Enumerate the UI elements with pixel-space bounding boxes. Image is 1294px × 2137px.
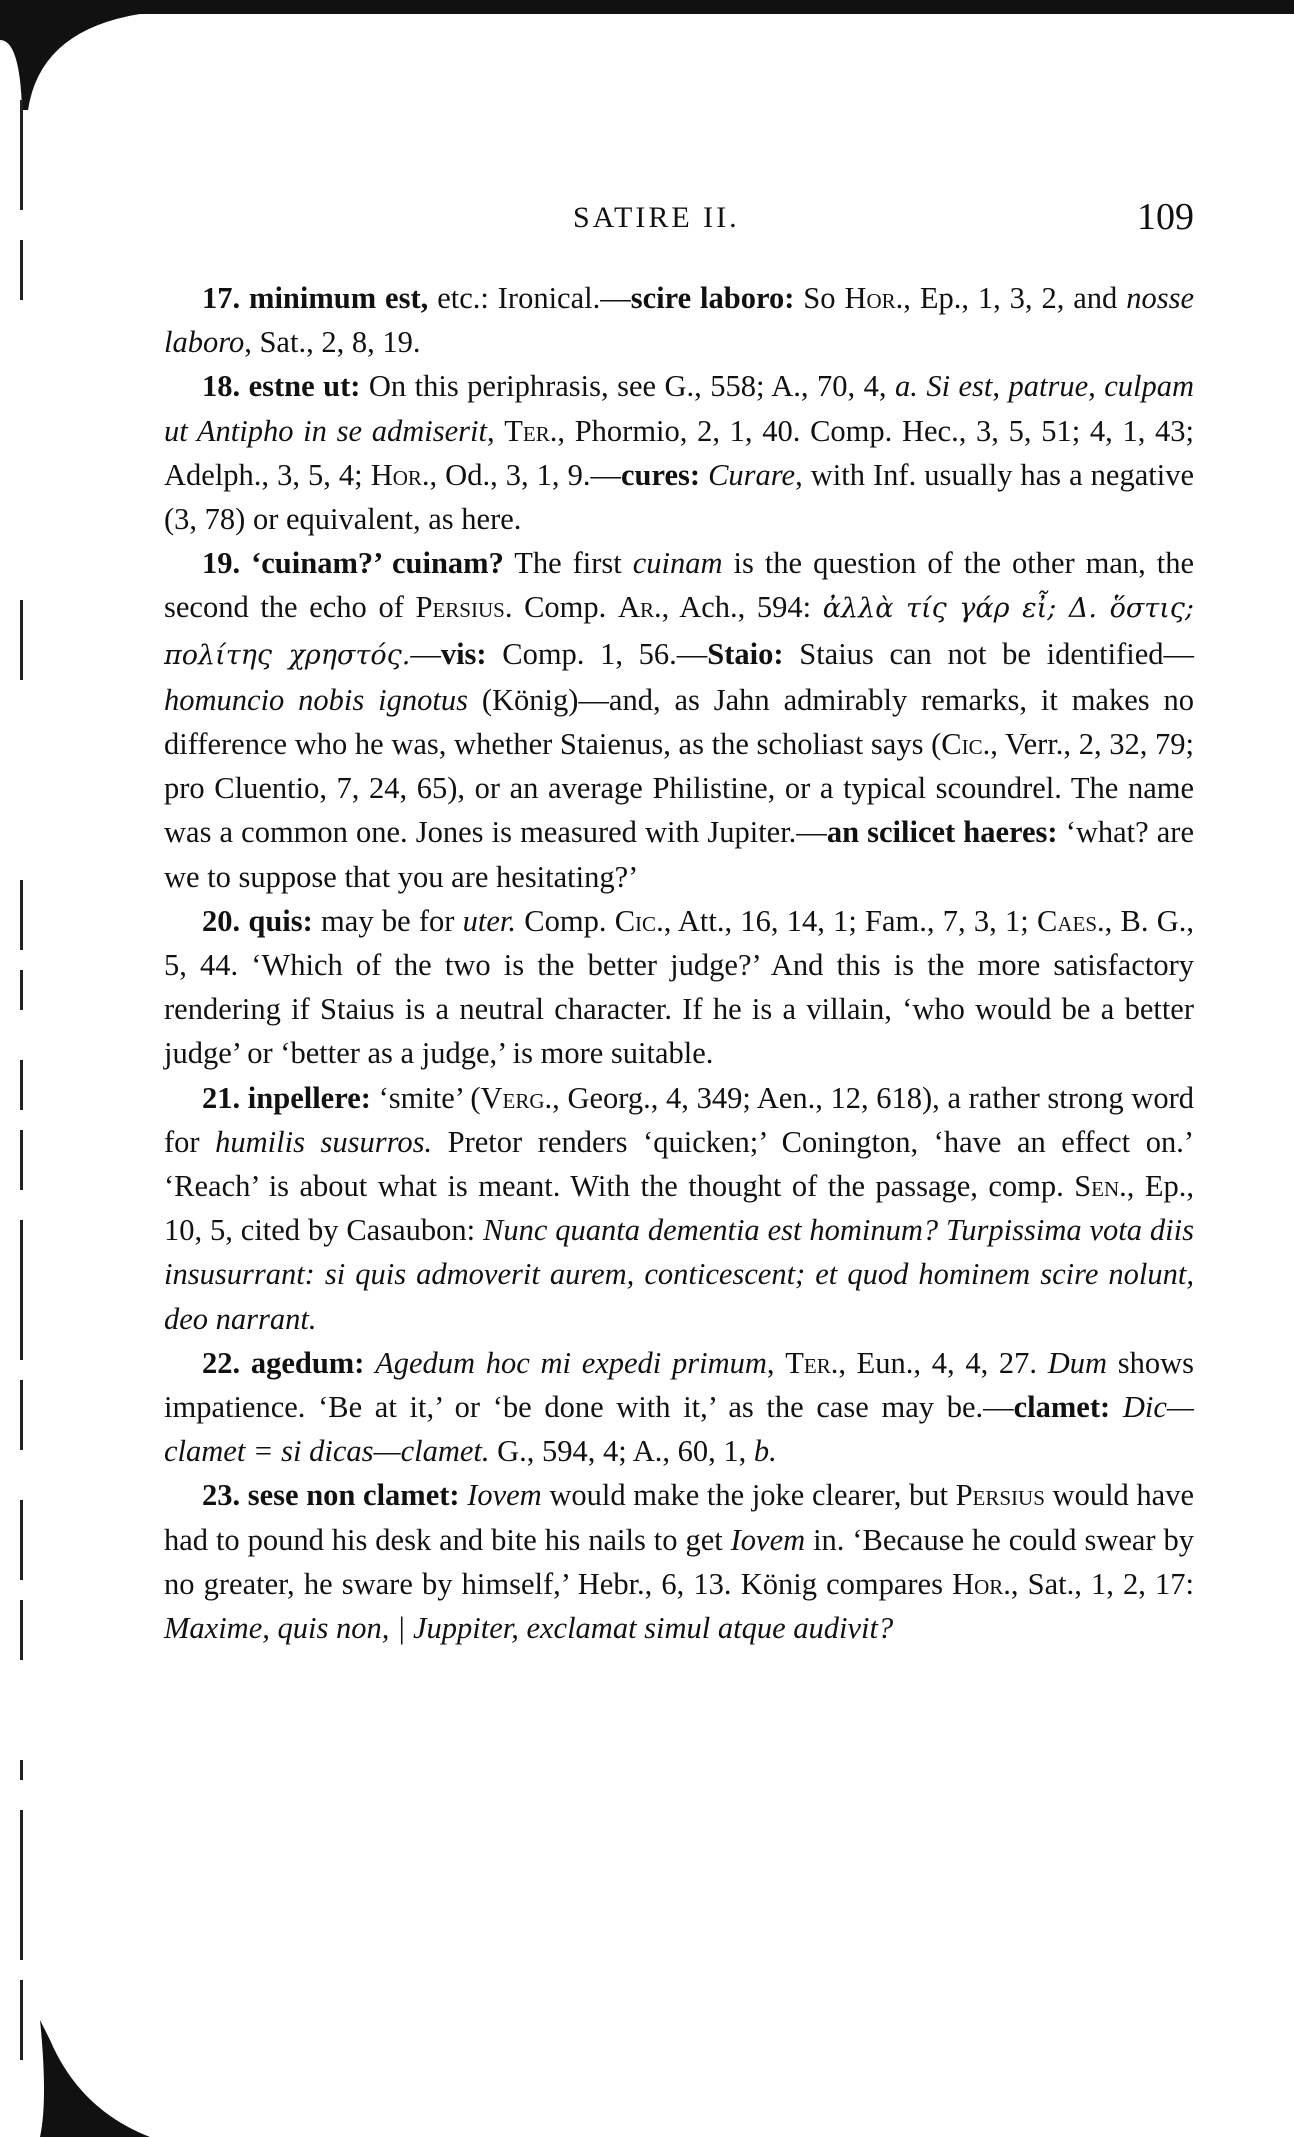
- lemma: Staio:: [707, 636, 784, 671]
- latin-quote: Nunc quanta dementia est hominum? Turpissima vota diis insusurrant: si quis admoverit aurem, conticescent; et quod hominem scire nolunt, deo narrant.: [164, 1213, 1194, 1336]
- lemma: cures:: [620, 457, 701, 492]
- author-abbrev: Hor: [952, 1566, 1004, 1601]
- author-abbrev: Cic: [614, 903, 657, 938]
- lemma: minimum est,: [249, 281, 429, 315]
- note-number: 18.: [202, 369, 241, 404]
- commentary-notes: [164, 276, 1194, 1650]
- lemma: sese non clamet:: [247, 1478, 460, 1513]
- latin-quote: humilis susurros.: [215, 1124, 433, 1159]
- note-number: 23.: [202, 1478, 241, 1513]
- note-19: 19. ‘cuinam?’ cuinam? The first cuinam is the question of the other man, the second the echo of Persius. Comp. Ar., Ach., 594: ἀλλὰ τίς γάρ εἶ; Δ. ὅστις; πολίτης χρηστός.—vis: Comp. 1, 56.—Staio: Staius can not be identified—homuncio nobis ignotus (König)—and, as Jahn admirably remarks, it makes no difference who he was, whether Staienus, as the scholiast says (Cic., Verr., 2, 32, 79; pro Cluentio, 7, 24, 65), or an average Philistine, or a typical scoundrel. The name was a common one. Jones is measured with Jupiter.—an scilicet haeres: ‘what? are we to suppose that you are hesitating?’: [164, 546, 1195, 894]
- note-20: 20. quis: may be for uter. Comp. Cic., Att., 16, 14, 1; Fam., 7, 3, 1; Caes., B. G., 5, 44. ‘Which of the two is the better judge?’ And this is the more satisfactory rendering if Staius is a neutral character. If he is a villain, ‘who would be a better judge’ or ‘better as a judge,’ is more suitable.: [164, 903, 1194, 1071]
- note-21: 21. inpellere: ‘smite’ (Verg., Georg., 4, 349; Aen., 12, 618), a rather strong word for humilis susurros. Pretor renders ‘quicken;’ Conington, ‘have an effect on.’ ‘Reach’ is about what is meant. With the thought of the passage, comp. Sen., Ep., 10, 5, cited by Casaubon: Nunc quanta dementia est hominum? Turpissima vota diis insusurrant: si quis admoverit aurem, conticescent; et quod hominem scire nolunt, deo narrant.: [164, 1080, 1195, 1336]
- note-22: 22. agedum: Agedum hoc mi expedi primum, Ter., Eun., 4, 4, 27. Dum shows impatience. ‘Be at it,’ or ‘be done with it,’ as the case may be.—clamet: Dic—clamet = si dicas—clamet. G., 594, 4; A., 60, 1, b.: [164, 1345, 1195, 1469]
- page-corner-curve: [0, 0, 140, 110]
- author-abbrev: Cic: [941, 727, 983, 762]
- latin-quote: homuncio nobis ignotus: [164, 682, 468, 717]
- lemma: ‘cuinam?’ cuinam?: [251, 546, 504, 581]
- latin-quote: Si est, patrue, culpam ut Antipho in se admiserit: [164, 369, 1195, 448]
- latin-quote: Maxime, quis non, | Juppiter, exclamat simul atque audivit?: [164, 1611, 894, 1646]
- latin-quote: Agedum hoc mi expedi primum: [375, 1345, 767, 1380]
- author-abbrev: Persius: [415, 590, 505, 625]
- author-abbrev: Hor: [844, 281, 896, 315]
- note-number: 21.: [202, 1080, 241, 1115]
- lemma: clamet:: [1013, 1390, 1111, 1425]
- running-title: SATIRE II.: [573, 201, 740, 234]
- note-23: 23. sese non clamet: Iovem would make the joke clearer, but Persius would have had to pound his desk and bite his nails to get Iovem in. ‘Because he could swear by no greater, he sware by himself,’ Hebr., 6, 13. König compares Hor., Sat., 1, 2, 17: Maxime, quis non, | Juppiter, exclamat simul atque audivit?: [164, 1478, 1195, 1646]
- author-abbrev: Verg: [480, 1080, 545, 1115]
- latin-quote: nosse laboro: [164, 281, 1194, 360]
- page-edge-top: [0, 0, 1294, 14]
- latin-quote: Curare: [708, 457, 796, 492]
- page-corner-wedge: [40, 1960, 150, 2137]
- page-header: [164, 195, 1194, 243]
- author-abbrev: Persius: [955, 1478, 1045, 1513]
- binding-margin-marks: [20, 100, 60, 2120]
- lemma: vis:: [440, 636, 487, 671]
- author-abbrev: Ter: [785, 1345, 831, 1380]
- note-number: 17.: [202, 281, 241, 315]
- lemma: inpellere:: [247, 1080, 371, 1115]
- greek-quote: ἀλλὰ τίς γάρ εἶ; Δ. ὅστις; πολίτης χρηστός.: [164, 593, 1195, 671]
- author-abbrev: Ar: [617, 590, 654, 625]
- note-18: 18. estne ut: On this periphrasis, see G., 558; A., 70, 4, a. Si est, patrue, culpam ut Antipho in se admiserit, Ter., Phormio, 2, 1, 40. Comp. Hec., 3, 5, 51; 4, 1, 43; Adelph., 3, 5, 4; Hor., Od., 3, 1, 9.—cures: Curare, with Inf. usually has a negative (3, 78) or equivalent, as here.: [164, 369, 1195, 537]
- note-number: 22.: [202, 1345, 241, 1380]
- note-17: 17. minimum est, etc.: Ironical.—scire laboro: So Hor., Ep., 1, 3, 2, and nosse laboro, Sat., 2, 8, 19.: [164, 281, 1194, 360]
- page-number: 109: [1137, 196, 1194, 238]
- note-number: 19.: [202, 546, 241, 581]
- author-abbrev: Hor: [370, 457, 422, 492]
- author-abbrev: Ter: [504, 413, 550, 448]
- lemma: estne ut:: [248, 369, 361, 404]
- author-abbrev: Caes: [1036, 903, 1097, 938]
- latin-quote: Dic—clamet = si dicas—clamet.: [164, 1390, 1195, 1469]
- lemma: agedum:: [250, 1345, 365, 1380]
- lemma: quis:: [248, 903, 313, 938]
- lemma: an scilicet haeres:: [826, 815, 1058, 850]
- note-number: 20.: [202, 903, 241, 938]
- author-abbrev: Sen: [1074, 1169, 1120, 1204]
- lemma: scire laboro:: [630, 281, 795, 315]
